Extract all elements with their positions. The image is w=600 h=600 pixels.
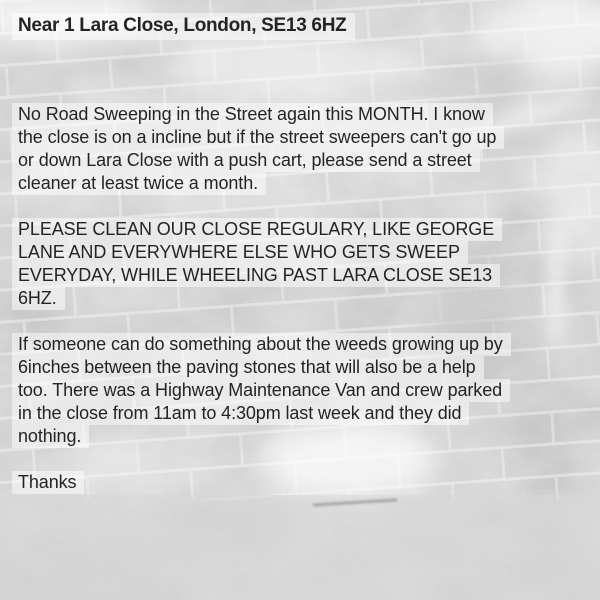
text-line-content: the close is on a incline but if the street sweepers can't go up xyxy=(12,126,504,149)
text-line xyxy=(12,425,511,448)
text-line xyxy=(12,241,511,264)
text-line-content: LANE AND EVERYWHERE ELSE WHO GETS SWEEP xyxy=(12,241,468,264)
text-line-content: No Road Sweeping in the Street again this MONTH. I know xyxy=(12,103,493,126)
location-heading xyxy=(12,13,355,40)
text-line-content: Thanks xyxy=(12,471,84,494)
text-line xyxy=(12,333,511,356)
text-line xyxy=(12,356,511,379)
text-line xyxy=(12,471,511,494)
text-line xyxy=(12,103,511,126)
text-line-content: 6HZ. xyxy=(12,287,65,310)
location-heading-text: Near 1 Lara Close, London, SE13 6HZ xyxy=(12,13,355,40)
text-line-content: or down Lara Close with a push cart, please send a street xyxy=(12,149,480,172)
text-line-content: cleaner at least twice a month. xyxy=(12,172,266,195)
text-line-content: 6inches between the paving stones that will also be a help xyxy=(12,356,484,379)
text-line-content: in the close from 11am to 4:30pm last week and they did xyxy=(12,402,469,425)
text-line xyxy=(12,379,511,402)
paragraph-weeds xyxy=(12,333,511,448)
text-line xyxy=(12,264,511,287)
paragraph-sweeping xyxy=(12,103,511,195)
complaint-text xyxy=(12,103,511,517)
text-line-content: too. There was a Highway Maintenance Van and crew parked xyxy=(12,379,510,402)
text-line xyxy=(12,218,511,241)
text-line xyxy=(12,172,511,195)
text-line-content: nothing. xyxy=(12,425,89,448)
text-line xyxy=(12,402,511,425)
paragraph-thanks xyxy=(12,471,511,494)
text-line-content: PLEASE CLEAN OUR CLOSE REGULARY, LIKE GEORGE xyxy=(12,218,502,241)
text-line xyxy=(12,126,511,149)
text-line-content: EVERYDAY, WHILE WHEELING PAST LARA CLOSE SE13 xyxy=(12,264,500,287)
text-line xyxy=(12,287,511,310)
text-line-content: If someone can do something about the weeds growing up by xyxy=(12,333,511,356)
paragraph-clean-regularly xyxy=(12,218,511,310)
text-line xyxy=(12,149,511,172)
